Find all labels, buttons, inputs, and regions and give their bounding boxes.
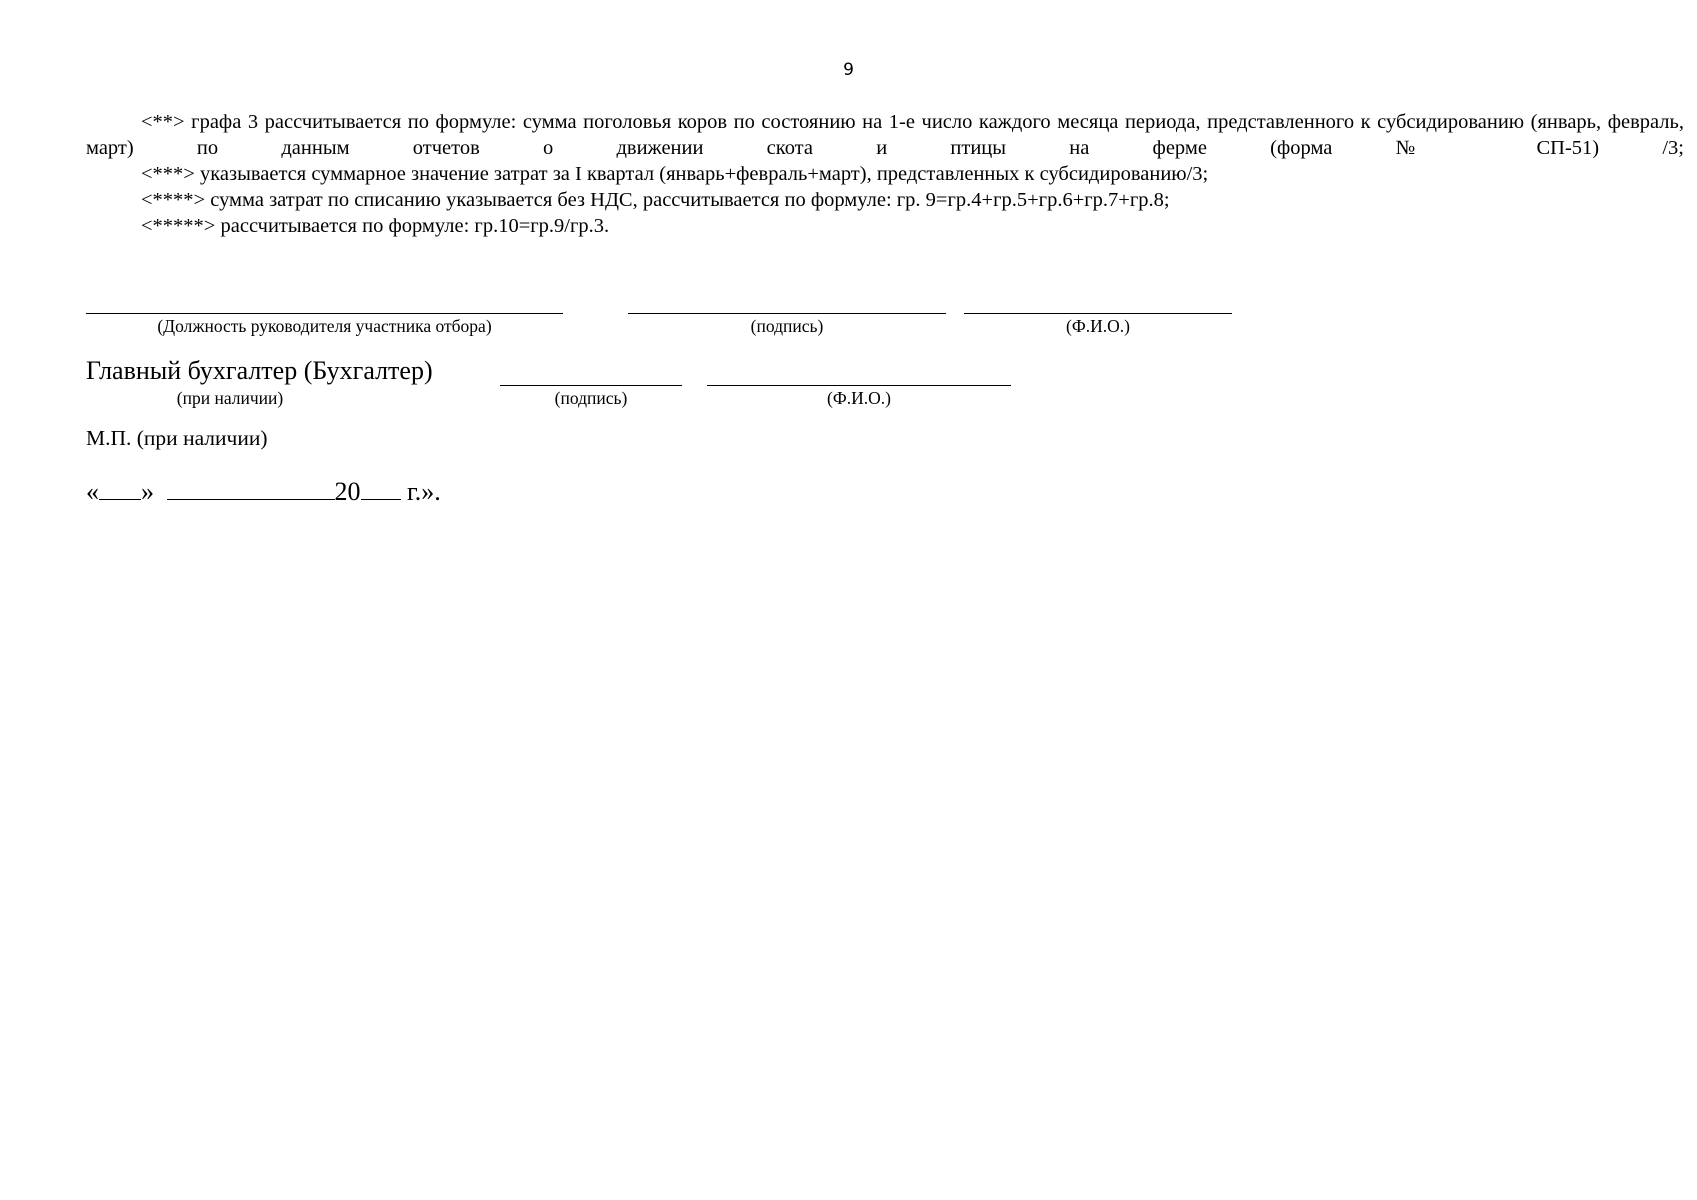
date-close-quote: »	[141, 477, 154, 506]
chief-signature-line[interactable]	[500, 385, 682, 386]
stamp-label: М.П. (при наличии)	[86, 426, 268, 450]
chief-name-line[interactable]	[707, 385, 1011, 386]
name-caption: (Ф.И.О.)	[1066, 316, 1130, 336]
chief-title-caption: (при наличии)	[176, 388, 284, 408]
chief-name-caption: (Ф.И.О.)	[827, 388, 891, 408]
day-blank[interactable]	[99, 477, 141, 500]
footnote-3: <***> указывается суммарное значение затрат за I квартал (январь+февраль+март), представленных к субсидированию/3;	[141, 163, 1209, 185]
date-suffix: г.».	[407, 477, 441, 506]
name-line[interactable]	[964, 313, 1232, 314]
footnote-2-text: <**> графа 3 рассчитывается по формуле: сумма поголовья коров по состоянию на 1-е число каждого месяца периода, представленного к субсидированию (январь, февраль, март) по данным отчетов о движении скота и птицы на ферме (форма № СП-51) /3;	[86, 111, 1684, 159]
footnote-5: <*****> рассчитывается по формуле: гр.10=гр.9/гр.3.	[141, 215, 610, 237]
page-number: 9	[843, 60, 854, 80]
date-open-quote: «	[86, 477, 99, 506]
position-caption: (Должность руководителя участника отбора)	[157, 316, 492, 336]
month-blank[interactable]	[167, 477, 335, 500]
chief-signature-caption: (подпись)	[554, 388, 628, 408]
position-line[interactable]	[86, 313, 563, 314]
signature-line[interactable]	[628, 313, 946, 314]
footnotes	[86, 109, 1684, 239]
signature-caption: (подпись)	[750, 316, 824, 336]
date-line	[86, 477, 441, 507]
year-prefix: 20	[334, 477, 361, 506]
footnote-2	[86, 109, 1684, 161]
chief-accountant-title: Главный бухгалтер (Бухгалтер)	[86, 356, 433, 385]
year-blank[interactable]	[361, 477, 401, 500]
footnote-4: <****> сумма затрат по списанию указывается без НДС, рассчитывается по формуле: гр. 9=гр.4+гр.5+гр.6+гр.7+гр.8;	[141, 189, 1170, 211]
